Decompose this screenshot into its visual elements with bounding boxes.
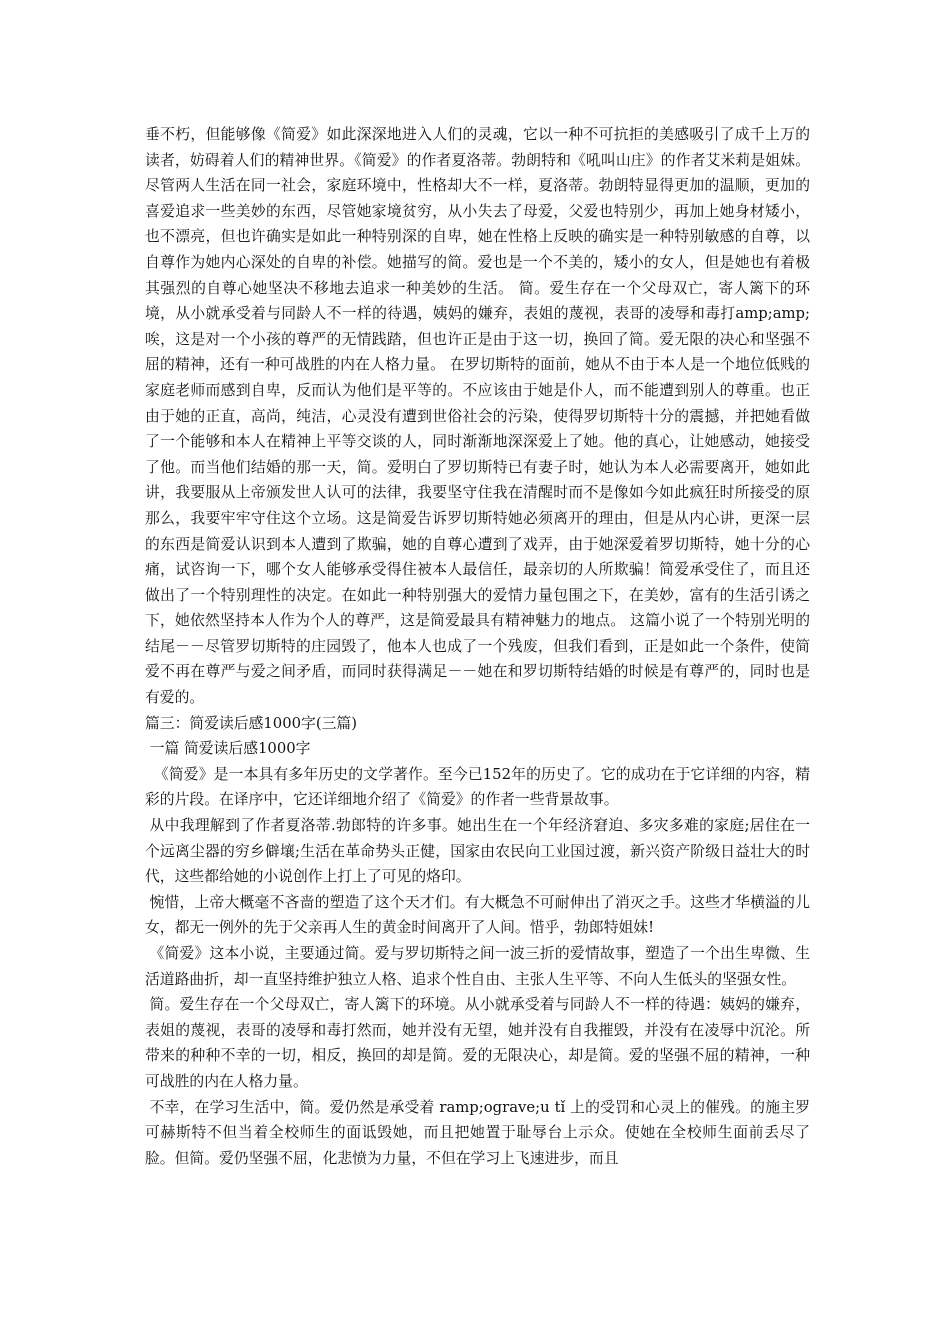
body-paragraph: 垂不朽，但能够像《简爱》如此深深地进入人们的灵魂，它以一种不可抗拒的美感吸引了成千上万的读者，妨碍着人们的精神世界。《简爱》的作者夏洛蒂。勃朗特和《吼叫山庄》的作者艾米莉是姐妹。尽管两人生活在同一社会，家庭环境中，性格却大不一样，夏洛蒂。勃朗特显得更加的温顺，更加的喜爱追求一些美妙的东西，尽管她家境贫穷，从小失去了母爱，父爱也特别少，再加上她身材矮小，也不漂亮，但也许确实是如此一种特别深的自卑，她在性格上反映的确实是一种特别敏感的自尊，以自尊作为她内心深处的自卑的补偿。她描写的简。爱也是一个不美的，矮小的女人，但是她也有着极其强烈的自尊心她坚决不移地去追求一种美妙的生活。 简。爱生存在一个父母双亡，寄人篱下的环境，从小就承受着与同龄人不一样的待遇，姨妈的嫌弃，表姐的蔑视，表哥的凌辱和毒打amp;amp;唉，这是对一个小孩的尊严的无情践踏，但也许正是由于这一切，换回了简。爱无限的决心和坚强不屈的精神，还有一种可战胜的内在人格力量。 在罗切斯特的面前，她从不由于本人是一个地位低贱的家庭老师而感到自卑，反而认为他们是平等的。不应该由于她是仆人，而不能遭到别人的尊重。也正由于她的正直，高尚，纯洁，心灵没有遭到世俗社会的污染，使得罗切斯特十分的震撼，并把她看做了一个能够和本人在精神上平等交谈的人，同时渐渐地深深爱上了她。他的真心，让她感动，她接受了他。而当他们结婚的那一天，简。爱明白了罗切斯特已有妻子时，她认为本人必需要离开，她如此讲，我要服从上帝颁发世人认可的法律，我要坚守住我在清醒时而不是像如今如此疯狂时所接受的原那么，我要牢牢守住这个立场。这是简爱告诉罗切斯特她必须离开的理由，但是从内心讲，更深一层的东西是简爱认识到本人遭到了欺骗，她的自尊心遭到了戏弄，由于她深爱着罗切斯特，她十分的心痛，试咨询一下，哪个女人能够承受得住被本人最信任，最亲切的人所欺骗！简爱承受住了，而且还做出了一个特别理性的决定。在如此一种特别强大的爱情力量包围之下，在美妙，富有的生活引诱之下，她依然坚持本人作为个人的尊严，这是简爱最具有精神魅力的地点。 这篇小说了一个特别光明的结尾－－尽管罗切斯特的庄园毁了，他本人也成了一个残废，但我们看到，正是如此一个条件，使简爱不再在尊严与爱之间矛盾，而同时获得满足－－她在和罗切斯特结婚的时候是有尊严的，同时也是有爱的。 <box>145 126 810 707</box>
body-paragraph: 不幸，在学习生活中，简。爱仍然是承受着 ramp;ograve;u tǐ 上的受罚和心灵上的催残。的施主罗可赫斯特不但当着全校师生的面诋毁她，而且把她置于耻辱台上示众。使她在全校师生面前丢尽了脸。但简。爱仍坚强不屈，化悲愤为力量，不但在学习上飞速进步，而且 <box>145 1098 810 1167</box>
body-paragraph: 惋惜，上帝大概毫不吝啬的塑造了这个天才们。有大概急不可耐伸出了消灭之手。这些才华横溢的儿女，都无一例外的先于父亲再人生的黄金时间离开了人间。惜乎，勃郎特姐妹! <box>145 893 810 937</box>
body-paragraph: 《简爱》是一本具有多年历史的文学著作。至今已152年的历史了。它的成功在于它详细的内容，精彩的片段。在译序中，它还详细地介绍了《简爱》的作者一些背景故事。 <box>145 765 810 809</box>
section-heading: 篇三：简爱读后感1000字(三篇) <box>145 714 357 732</box>
document-page <box>145 122 810 1171</box>
body-paragraph: 从中我理解到了作者夏洛蒂.勃郎特的许多事。她出生在一个年经济窘迫、多灾多难的家庭;居住在一个远离尘器的穷乡僻壤;生活在革命势头正健，国家由农民向工业国过渡，新兴资产阶级日益壮大的时代，这些都给她的小说创作上打上了可见的烙印。 <box>145 817 810 886</box>
body-paragraph: 《简爱》这本小说，主要通过简。爱与罗切斯特之间一波三折的爱情故事，塑造了一个出生卑微、生活道路曲折，却一直坚持维护独立人格、追求个性自由、主张人生平等、不向人生低头的坚强女性。 <box>145 945 810 988</box>
body-paragraph: 简。爱生存在一个父母双亡，寄人篱下的环境。从小就承受着与同龄人不一样的待遇：姨妈的嫌弃，表姐的蔑视，表哥的凌辱和毒打然而，她并没有无望，她并没有自我摧毁，并没有在凌辱中沉沦。所带来的种种不幸的一切，相反，换回的却是简。爱的无限决心，却是简。爱的坚强不屈的精神，一种可战胜的内在人格力量。 <box>145 996 810 1090</box>
subsection-heading: 一篇 简爱读后感1000字 <box>145 740 311 758</box>
